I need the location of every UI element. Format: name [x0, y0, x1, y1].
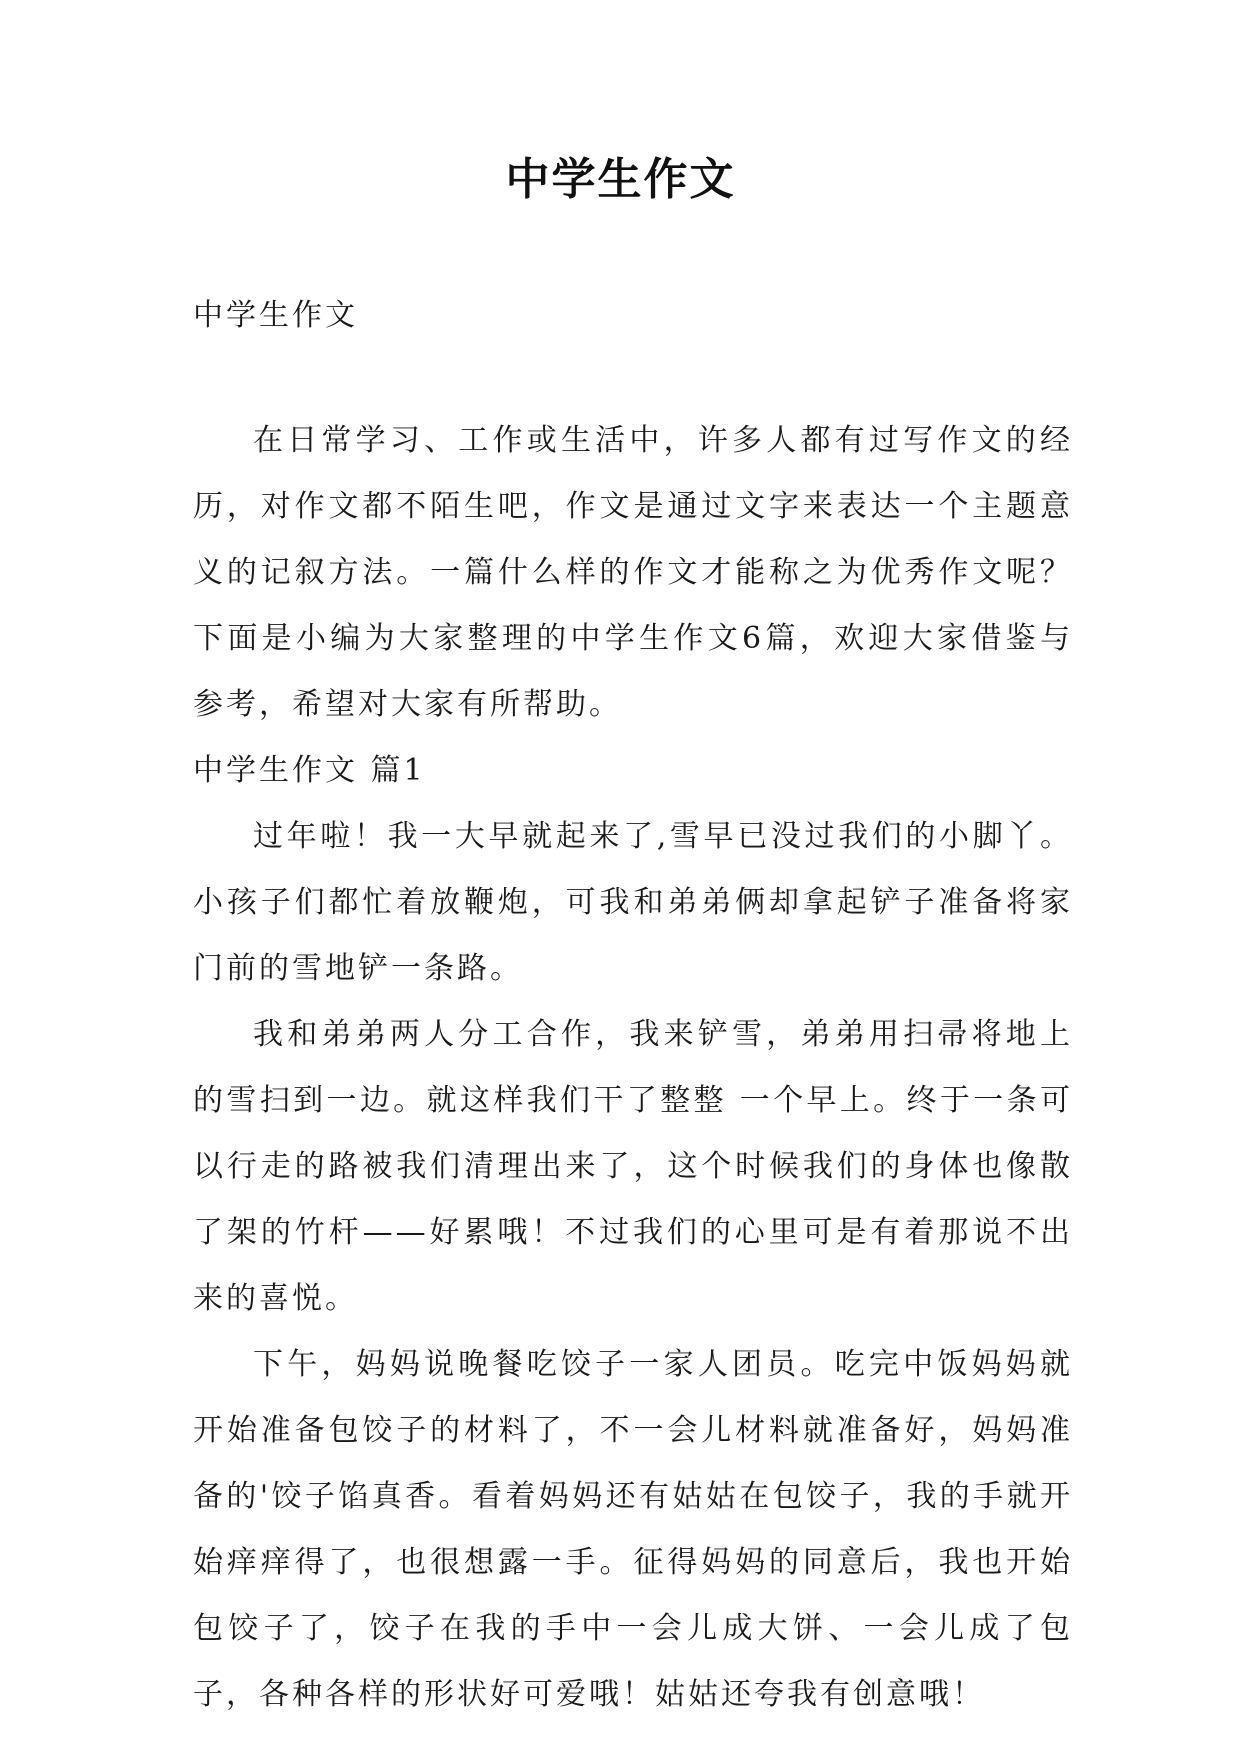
- document-subtitle: 中学生作文: [193, 298, 358, 333]
- document-body: [193, 408, 1073, 1728]
- page-title: 中学生作文: [505, 154, 736, 205]
- section-heading: 中学生作文 篇1: [193, 753, 426, 788]
- body-paragraph-2: 我和弟弟两人分工合作，我来铲雪，弟弟用扫帚将地上的雪扫到一边。就这样我们干了整整 一个早上。终于一条可以行走的路被我们清理出来了，这个时候我们的身体也像散了架的竹杆——好累哦！不过我们的心里可是有着那说不出来的喜悦。: [193, 1017, 1073, 1316]
- body-paragraph-3: 下午，妈妈说晚餐吃饺子一家人团员。吃完中饭妈妈就开始准备包饺子的材料了，不一会儿材料就准备好，妈妈准备的'饺子馅真香。看着妈妈还有姑姑在包饺子，我的手就开始痒痒得了，也很想露一手。征得妈妈的同意后，我也开始包饺子了，饺子在我的手中一会儿成大饼、一会儿成了包子，各种各样的形状好可爱哦！姑姑还夸我有创意哦！: [193, 1347, 1073, 1712]
- intro-paragraph: 在日常学习、工作或生活中，许多人都有过写作文的经历，对作文都不陌生吧，作文是通过文字来表达一个主题意义的记叙方法。一篇什么样的作文才能称之为优秀作文呢？下面是小编为大家整理的中学生作文6篇，欢迎大家借鉴与参考，希望对大家有所帮助。: [193, 423, 1073, 722]
- body-paragraph-1: 过年啦！我一大早就起来了,雪早已没过我们的小脚丫。小孩子们都忙着放鞭炮，可我和弟弟俩却拿起铲子准备将家门前的雪地铲一条路。: [193, 819, 1073, 986]
